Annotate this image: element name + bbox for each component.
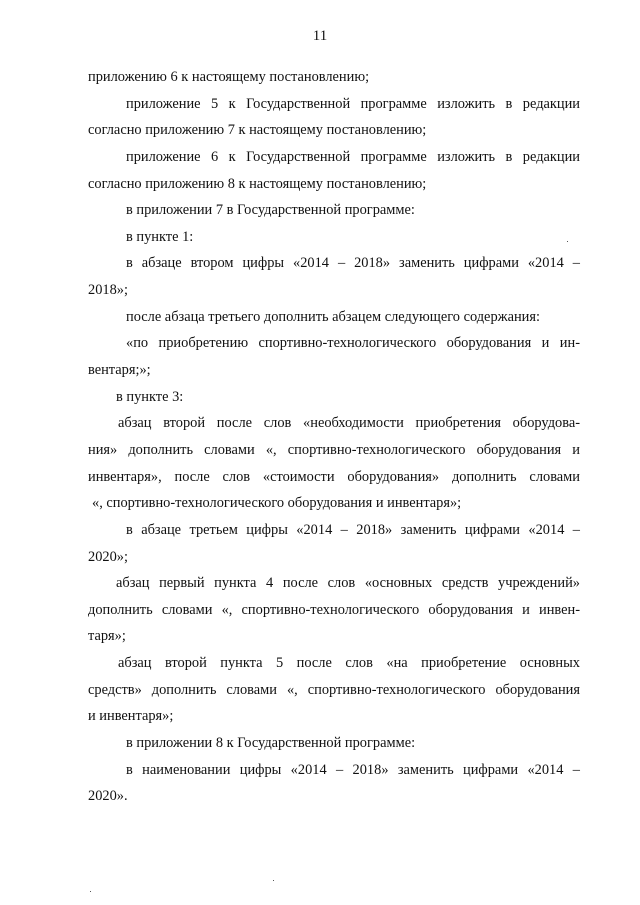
text-line: в пункте 1:: [126, 228, 194, 245]
text-line: приложению 6 к настоящему постановлению;: [88, 69, 370, 85]
page-number: 11: [312, 28, 328, 44]
text-line: «, спортивно-технологического оборудования и инвентаря»;: [92, 495, 462, 512]
text-line: инвентаря», после слов «стоимости оборудования» дополнить словами: [88, 468, 580, 485]
text-line: 2020»;: [88, 548, 128, 565]
text-line: ния» дополнить словами «, спортивно-технологического оборудования и: [88, 441, 580, 458]
text-line: в абзаце третьем цифры «2014 – 2018» заменить цифрами «2014 –: [126, 521, 580, 538]
text-line: приложение 5 к Государственной программе изложить в редакции: [126, 95, 580, 112]
text-line: приложение 6 к Государственной программе изложить в редакции: [126, 148, 580, 165]
text-line: 2018»;: [88, 282, 128, 299]
text-line: в приложении 7 в Государственной программе:: [126, 202, 415, 219]
text-line: согласно приложению 8 к настоящему постановлению;: [88, 175, 427, 192]
text-line: абзац первый пункта 4 после слов «основных средств учреждений»: [116, 575, 580, 592]
scan-speck: [273, 880, 274, 881]
document-body: [88, 64, 580, 810]
text-line: таря»;: [88, 628, 126, 645]
text-line: «по приобретению спортивно-технологического оборудования и ин-: [126, 335, 580, 352]
text-line: абзац второй пункта 5 после слов «на приобретение основных: [118, 655, 580, 672]
text-line: в абзаце втором цифры «2014 – 2018» заменить цифрами «2014 –: [126, 255, 580, 272]
text-line: и инвентаря»;: [88, 708, 174, 725]
text-line: абзац второй после слов «необходимости приобретения оборудова-: [118, 415, 580, 432]
text-line: 2020».: [88, 788, 128, 805]
text-line: дополнить словами «, спортивно-технологического оборудования и инвен-: [88, 601, 580, 618]
text-line: в пункте 3:: [116, 388, 184, 405]
scan-speck: [567, 241, 568, 242]
text-line: средств» дополнить словами «, спортивно-технологического оборудования: [88, 681, 580, 698]
text-line: в приложении 8 к Государственной программе:: [126, 735, 416, 752]
text-line: после абзаца третьего дополнить абзацем следующего содержания:: [126, 308, 540, 325]
text-line: вентаря;»;: [88, 362, 151, 379]
text-line: согласно приложению 7 к настоящему постановлению;: [88, 122, 427, 139]
scan-speck: [90, 891, 91, 892]
text-line: в наименовании цифры «2014 – 2018» заменить цифрами «2014 –: [126, 761, 580, 778]
